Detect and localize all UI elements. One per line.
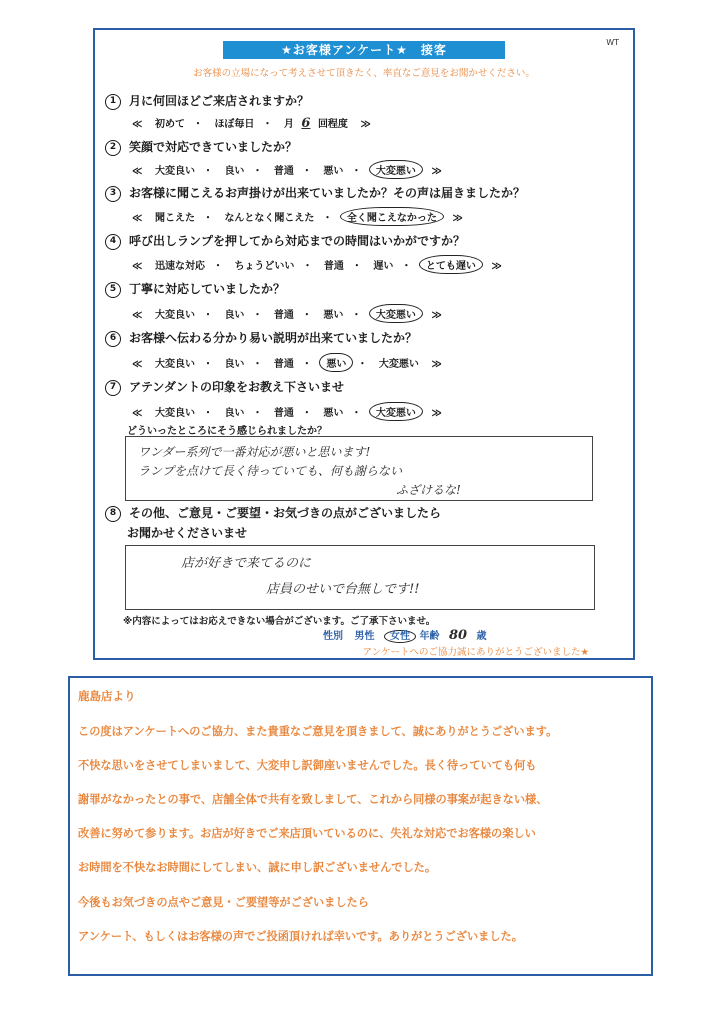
survey-title: ★お客様アンケート★ 接客 <box>223 41 505 59</box>
option[interactable]: 大変良い <box>154 310 195 321</box>
gender-female-option-selected[interactable]: 女性 <box>384 630 416 643</box>
option[interactable]: 迅速な対応 <box>154 261 205 272</box>
question-number: 2 <box>105 140 121 156</box>
thanks-message: アンケートへのご協力誠にありがとうございました★ <box>362 647 589 658</box>
question-text: その他、ご意見・ご要望・お気づきの点がございましたら <box>129 506 442 520</box>
option[interactable]: 普通 <box>273 359 294 370</box>
option[interactable]: 大変良い <box>154 408 195 419</box>
option[interactable]: ほぼ毎日 <box>214 119 255 130</box>
reply-heading: 鹿島店より <box>78 689 136 703</box>
question-3 <box>105 184 525 202</box>
comment-line: ふざけるな! <box>396 483 461 497</box>
question-4 <box>105 232 465 250</box>
question-1-options: ≪ 初めて ・ ほぼ毎日 ・ 月 6 回程度 ≫ <box>132 116 371 131</box>
question-number: 8 <box>105 506 121 522</box>
option-selected[interactable]: とても遅い <box>419 255 483 274</box>
question-8-continued: お聞かせくださいませ <box>127 526 248 540</box>
option[interactable]: 普通 <box>323 261 344 272</box>
option[interactable]: 悪い <box>323 310 344 321</box>
question-text: 呼び出しランプを押してから対応までの時間はいかがですか？ <box>129 234 466 248</box>
option[interactable]: 良い <box>224 359 245 370</box>
comment-line: 店が好きで来てるのに <box>181 556 312 571</box>
question-2-options: ≪ 大変良い ・ 良い ・ 普通 ・ 悪い ・ 大変悪い ≫ <box>127 160 447 179</box>
question-8 <box>105 504 441 522</box>
survey-form <box>93 28 635 660</box>
question-7-comment-box[interactable] <box>125 436 593 501</box>
corner-mark: WT <box>606 38 619 47</box>
question-7-options: ≪ 大変良い ・ 良い ・ 普通 ・ 悪い ・ 大変悪い ≫ <box>127 402 447 421</box>
option-selected[interactable]: 全く聞こえなかった <box>340 207 444 226</box>
question-number: 1 <box>105 94 121 110</box>
reply-line: お時間を不快なお時間にしてしまい、誠に申し訳ございませんでした。 <box>78 861 437 874</box>
option[interactable]: 普通 <box>273 166 294 177</box>
option[interactable]: 良い <box>224 166 245 177</box>
option-selected[interactable]: 悪い <box>319 353 353 372</box>
notice-text: ※内容によってはお応えできない場合がございます。ご了承下さいませ。 <box>123 616 436 627</box>
age-unit: 歳 <box>476 631 487 642</box>
question-number: 6 <box>105 331 121 347</box>
option[interactable]: 大変良い <box>154 359 195 370</box>
question-text: 月に何回ほどご来店されますか？ <box>129 94 310 108</box>
option[interactable]: 遅い <box>373 261 394 272</box>
age-label: 年齢 <box>419 631 440 642</box>
question-text: 笑顔で対応できていましたか？ <box>129 140 298 154</box>
option[interactable]: 月 <box>283 119 294 130</box>
option[interactable]: 回程度 <box>317 119 348 130</box>
question-7 <box>105 378 344 396</box>
option[interactable]: 悪い <box>323 166 344 177</box>
reply-line: 今後もお気づきの点やご意見・ご要望等がございましたら <box>78 896 369 909</box>
question-8-comment-box[interactable] <box>125 545 595 610</box>
store-reply <box>68 676 653 976</box>
option-selected[interactable]: 大変悪い <box>369 304 423 323</box>
option-selected[interactable]: 大変悪い <box>369 160 423 179</box>
option[interactable]: 普通 <box>273 310 294 321</box>
question-number: 5 <box>105 282 121 298</box>
option[interactable]: 大変悪い <box>378 359 419 370</box>
question-2 <box>105 138 297 156</box>
gender-label: 性別 <box>323 631 343 642</box>
question-text: お客様へ伝わる分かり易い説明が出来ていましたか？ <box>129 331 418 345</box>
option-selected[interactable]: 大変悪い <box>369 402 423 421</box>
question-6 <box>105 329 417 347</box>
question-5-options: ≪ 大変良い ・ 良い ・ 普通 ・ 悪い ・ 大変悪い ≫ <box>127 304 447 323</box>
option[interactable]: 聞こえた <box>154 213 195 224</box>
option[interactable]: ちょうどいい <box>234 261 295 272</box>
question-1 <box>105 92 309 110</box>
option[interactable]: 悪い <box>323 408 344 419</box>
question-number: 3 <box>105 186 121 202</box>
option[interactable]: なんとなく聞こえた <box>224 213 315 224</box>
handwritten-count: 6 <box>301 116 311 131</box>
reply-line: アンケート、もしくはお客様の声でご投函頂ければ幸いです。ありがとうございました。 <box>78 930 523 943</box>
option[interactable]: 良い <box>224 310 245 321</box>
question-3-options: ≪ 聞こえた ・ なんとなく聞こえた ・ 全く聞こえなかった ≫ <box>127 207 468 226</box>
age-value[interactable]: 80 <box>448 628 468 643</box>
question-text: アテンダントの印象をお教え下さいませ <box>129 380 345 394</box>
gender-age-row <box>323 627 487 643</box>
reply-line: 謝罪がなかったとの事で、店舗全体で共有を致しまして、これから同様の事案が起きない様、 <box>78 793 548 806</box>
comment-line: ワンダー系列で一番対応が悪いと思います! <box>138 445 371 459</box>
reply-line: 不快な思いをさせてしまいまして、大変申し訳御座いませんでした。長く待っていても何も <box>78 759 537 772</box>
option[interactable]: 初めて <box>154 119 185 130</box>
question-4-options: ≪ 迅速な対応 ・ ちょうどいい ・ 普通 ・ 遅い ・ とても遅い ≫ <box>127 255 507 274</box>
question-number: 4 <box>105 234 121 250</box>
reply-line: 改善に努めて参ります。お店が好きでご来店頂いているのに、失礼な対応でお客様の楽しい <box>78 827 536 840</box>
gender-male-option[interactable]: 男性 <box>354 631 375 642</box>
question-text: お客様に聞こえるお声掛けが出来ていましたか？その声は届きましたか？ <box>129 186 526 200</box>
comment-line: 店員のせいで台無しです!! <box>266 582 420 597</box>
survey-subtitle: お客様の立場になって考えさせて頂きたく、率直なご意見をお聞かせください。 <box>193 68 535 79</box>
question-7-subquestion: どういったところにそう感じられましたか？ <box>127 426 327 437</box>
question-6-options: ≪ 大変良い ・ 良い ・ 普通 ・ 悪い ・ 大変悪い ≫ <box>127 353 447 372</box>
question-5 <box>105 280 285 298</box>
question-text: 丁寧に対応していましたか？ <box>129 282 286 296</box>
comment-line: ランプを点けて長く待っていても、何も謝らない <box>138 464 403 478</box>
question-number: 7 <box>105 380 121 396</box>
option[interactable]: 普通 <box>273 408 294 419</box>
option[interactable]: 大変良い <box>154 166 195 177</box>
option[interactable]: 良い <box>224 408 245 419</box>
reply-line: この度はアンケートへのご協力、また貴重なご意見を頂きまして、誠にありがとうございます。 <box>78 725 558 738</box>
